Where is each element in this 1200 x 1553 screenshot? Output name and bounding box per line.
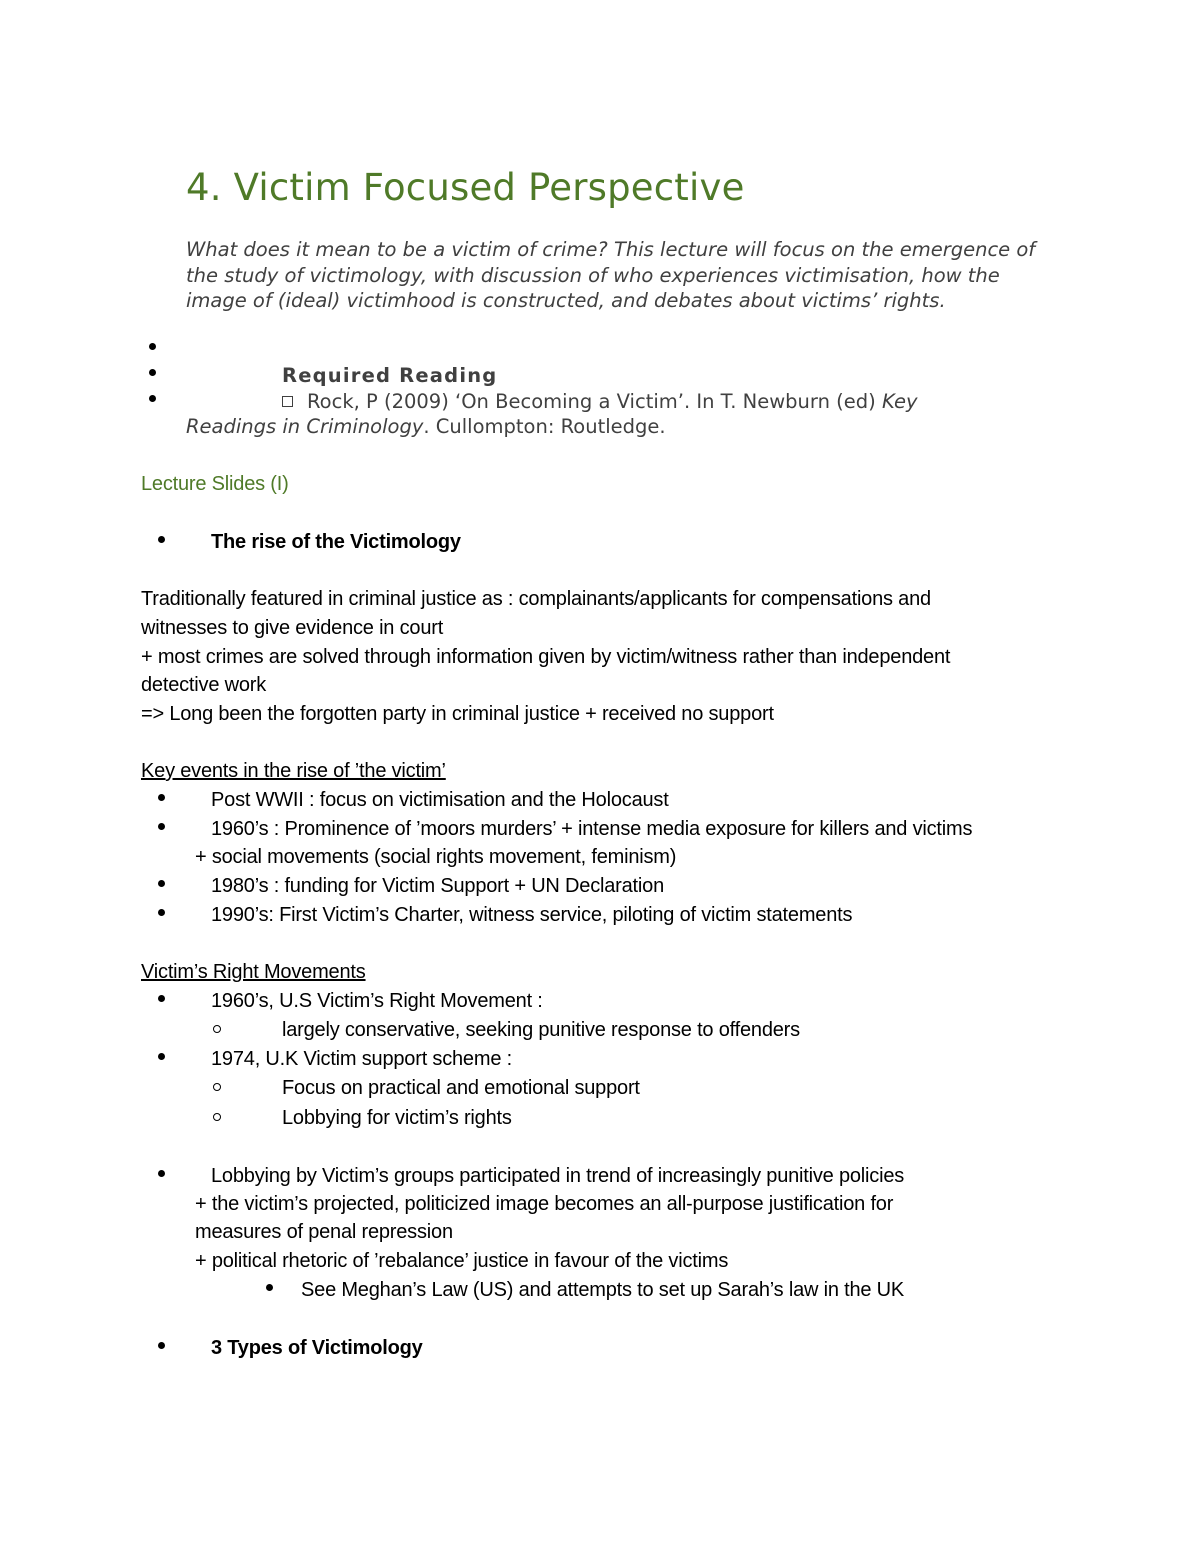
bullet-icon: [158, 823, 165, 830]
circle-bullet-icon: [213, 1113, 221, 1121]
types-heading: 3 Types of Victimology: [211, 1337, 423, 1359]
reading-reference-continued: Readings in Criminology. Cullompton: Routledge.: [186, 415, 666, 438]
list-item-continued: + the victim’s projected, politicized image becomes an all-purpose justification for: [195, 1193, 894, 1215]
paragraph-line: witnesses to give evidence in court: [141, 617, 444, 639]
list-item: Lobbying by Victim’s groups participated in trend of increasingly punitive policies: [211, 1165, 905, 1187]
bullet-icon: [158, 880, 165, 887]
paragraph-line: detective work: [141, 674, 267, 696]
rise-heading: The rise of the Victimology: [211, 531, 461, 553]
intro-paragraph: What does it mean to be a victim of crime? This lecture will focus on the emergence of the study of victimology, with discussion of who experiences victimisation, how the image of (ideal) victimhood is constructed, and debates about victims’ rights.: [186, 238, 1036, 312]
paragraph-line: => Long been the forgotten party in criminal justice + received no support: [141, 703, 774, 725]
paragraph-line: Traditionally featured in criminal justice as : complainants/applicants for compensations and: [141, 588, 931, 610]
lecture-slides-heading: Lecture Slides (I): [141, 473, 289, 495]
bullet-icon: [158, 909, 165, 916]
sub-list-item: Focus on practical and emotional support: [282, 1077, 640, 1099]
bullet-icon: [147, 392, 159, 404]
list-item: 1960’s : Prominence of ’moors murders’ + intense media exposure for killers and victims: [211, 818, 973, 840]
list-item-continued: + political rhetoric of ’rebalance’ justice in favour of the victims: [195, 1250, 729, 1272]
sub-list-item: See Meghan’s Law (US) and attempts to set up Sarah’s law in the UK: [301, 1279, 905, 1301]
document-title: 4. Victim Focused Perspective: [186, 166, 745, 209]
bullet-icon: [158, 794, 165, 801]
list-item-continued: measures of penal repression: [195, 1221, 453, 1243]
circle-bullet-icon: [213, 1083, 221, 1091]
sub-list-item: Lobbying for victim’s rights: [282, 1107, 512, 1129]
list-item: 1960’s, U.S Victim’s Right Movement :: [211, 990, 543, 1012]
list-item: Post WWII : focus on victimisation and the Holocaust: [211, 789, 669, 811]
key-events-heading: Key events in the rise of ’the victim’: [141, 760, 446, 782]
bullet-icon: [158, 995, 165, 1002]
bullet-icon: [158, 536, 165, 543]
paragraph-line: + most crimes are solved through information given by victim/witness rather than independent: [141, 646, 951, 668]
list-item: 1980’s : funding for Victim Support + UN Declaration: [211, 875, 664, 897]
rights-movements-heading: Victim’s Right Movements: [141, 961, 366, 983]
square-bullet-icon: [282, 396, 293, 407]
bullet-icon: [266, 1284, 273, 1291]
bullet-icon: [147, 366, 159, 378]
sub-list-item: largely conservative, seeking punitive response to offenders: [282, 1019, 800, 1041]
list-item: 1974, U.K Victim support scheme :: [211, 1048, 512, 1070]
reading-reference: Rock, P (2009) ‘On Becoming a Victim’. In T. Newburn (ed) Key: [282, 390, 918, 413]
required-reading-heading: Required Reading: [282, 364, 498, 387]
bullet-icon: [158, 1342, 165, 1349]
circle-bullet-icon: [213, 1025, 221, 1033]
bullet-icon: [158, 1170, 165, 1177]
bullet-icon: [158, 1053, 165, 1060]
list-item: 1990’s: First Victim’s Charter, witness service, piloting of victim statements: [211, 904, 853, 926]
empty-bullet-icon: [147, 340, 159, 352]
list-item-continued: + social movements (social rights movement, feminism): [195, 846, 677, 868]
